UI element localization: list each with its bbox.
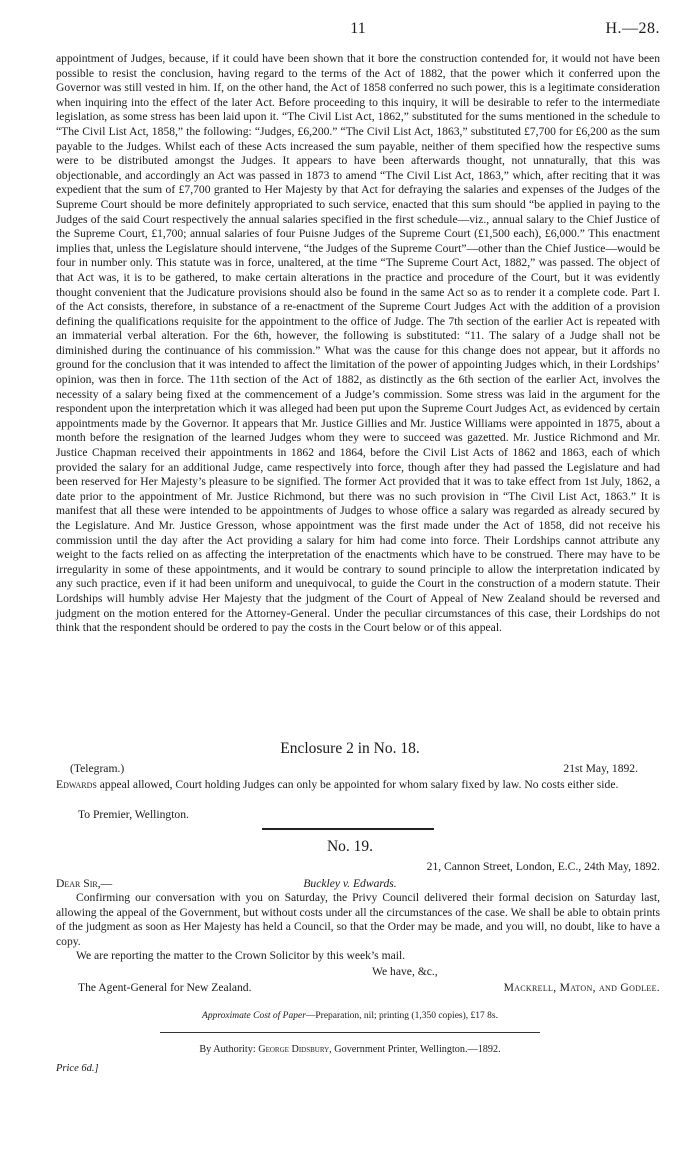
letter-closing: We have, &c., xyxy=(372,965,438,978)
telegram-recipient: To Premier, Wellington. xyxy=(78,808,189,821)
letter-number: No. 19. xyxy=(326,838,374,855)
printer-name: George Didsbury xyxy=(258,1044,330,1055)
judgment-paragraph: appointment of Judges, because, if it could have been shown that it bore the construction contended for, it would not have been possible to resist the conclusion, having regard to the terms of the Act of 1882, that the power which it conferred upon the Governor was still vested in him. If, on the other hand, the Act of 1858 conferred no such power, this is a legitimate consideration when inquiring into the effect of the later Act. Before proceeding to this inquiry, it will be desirable to refer to the intermediate legislation, as some stress has been laid upon it. “The Civil List Act, 1862,” substituted for the sums mentioned in the schedule to “The Civil List Act, 1858,” the following: “Judges, £6,200.” “The Civil List Act, 1863,” substituted £7,700 for £6,200 as the sum payable to the Judges. Whilst each of these Acts increased the sum payable, neither of them specified how the respective sums were to be distributed amongst the Judges. It appears to have been afterwards thought, not unnaturally, that this was objectionable, and accordingly an Act was passed in 1873 to amend “The Civil List Act, 1863,” which, after reciting that it was expedient that the sum of £7,700 granted to Her Majesty by that Act for defraying the salaries and expenses of the Judges of the Supreme Court should be more definitely appropriated to such service, enacted that this sum should “be applied in paying to the Judges of the said Court respectively the annual salaries specified in the first schedule—viz., annual salary to the Chief Justice of the Supreme Court, £1,700; annual salaries of four Puisne Judges of the Supreme Court (£1,500 each), £6,000.” This enactment implies that, unless the Legislature should intervene, “the Judges of the Supreme Court”—other than the Chief Justice—would be four in number only. This statute was in force, unaltered, at the time “The Supreme Court Act, 1882,” was passed. The object of that Act was, it is to be gathered, to make certain alterations in the practice and procedure of the Court, but it was evidently thought convenient that the Judicature provisions should also be found in the same Act so as to render it a complete code. Part I. of the Act consists, therefore, in substance of a re-enactment of the Supreme Court Judges Act with the addition of a provision defining the qualifications requisite for the appointment to the office of Judge. The 7th section of the earlier Act is repeated with an immaterial verbal alteration. For the 6th, however, the following is substituted: “11. The salary of a Judge shall not be diminished during the continuance of his commission.” What was the cause for this change does not appear, but it affords no ground for the conclusion that it was intended to affect the limitation of the power of appointing Judges which, in their Lordships’ opinion, was then in force. The 11th section of the Act of 1882, as distinctly as the 6th section of the earlier Act, involves the necessity of a salary being fixed at the commencement of a Judge’s commission. Some stress was laid in the argument for the respondent upon the interpretation which it was alleged had been put upon the Supreme Court Judges Act, as evidenced by certain appointments made by the Governor. It appears that Mr. Justice Gillies and Mr. Justice Williams were appointed in 1875, about a month before the resignation of the learned Judges whom they were to succeed was gazetted. Mr. Justice Richmond and Mr. Justice Chapman received their appointments in 1862 and 1864, before the Civil List Acts of 1862 and 1863, each of which provided the salary for an additional Judge, came respectively into force, though after they had passed the Legislature and had been reserved for Her Majesty’s pleasure to be signified. The former Act provided that it was to take effect from 1st July, 1862, a date prior to the appointment of Mr. Justice Richmond, but there was no such provision in “The Civil List Act, 1863.” It is manifest that all these were intended to be appointments of Judges to whose office a salary was regarded as already secured by the Legislature. And Mr. Justice Gresson, whose appointment was the first made under the Act of 1858, did not receive his commission until the day after the Act providing a salary for him had come into force. Their Lordships cannot attribute any weight to the facts relied on as affecting the interpretation of the enactments which have to be construed. There may have to be irregularity in some of these appointments, and it would be contrary to sound principle to allow the interpretation indicated by any such practice, even if it had been uniform and unequivocal, to guide the Court in the construction of a modern statute. Their Lordships will humbly advise Her Majesty that the judgment of the Court of Appeal of New Zealand should be reversed and judgment on the motion entered for the Attorney-General. Under the peculiar circumstances of this case, their Lordships do not think that the respondent should be ordered to pay the costs in the Court below or of this appeal. xyxy=(56,52,660,635)
enclosure-title: Enclosure 2 in No. 18. xyxy=(280,740,420,757)
page-number: 11 xyxy=(350,20,366,37)
telegram-date: 21st May, 1892. xyxy=(563,762,638,775)
telegram-label: (Telegram.) xyxy=(70,762,125,775)
authority-suffix: , Government Printer, Wellington.—1892. xyxy=(329,1044,501,1055)
telegram-sender: Edwards xyxy=(56,778,97,791)
telegram-body xyxy=(56,778,660,793)
cost-text: —Preparation, nil; printing (1,350 copies), £17 8s. xyxy=(305,1011,498,1021)
footer-divider xyxy=(160,1032,540,1033)
document-reference: H.—28. xyxy=(605,20,660,37)
letter-paragraph-2: We are reporting the matter to the Crown Solicitor by this week’s mail. xyxy=(76,949,406,963)
case-title: Buckley v. Edwards. xyxy=(303,877,397,890)
cost-label: Approximate Cost of Paper xyxy=(202,1011,306,1021)
price-label: Price 6d.] xyxy=(56,1063,99,1074)
letter-address-date: 21, Cannon Street, London, E.C., 24th May, 1892. xyxy=(426,860,660,873)
page-header xyxy=(56,20,660,42)
cost-note xyxy=(0,1011,700,1021)
telegram-message: appeal allowed, Court holding Judges can only be appointed for whom salary fixed by law. No costs either side. xyxy=(96,778,619,791)
salutation-text: Dear Sir,— xyxy=(56,877,113,890)
authority-prefix: By Authority: xyxy=(199,1044,259,1055)
letter-paragraph-1: Confirming our conversation with you on Saturday, the Privy Council delivered their formal decision on Saturday last, allowing the appeal of the Government, but without costs under all the circumstances of the case. We shall be able to obtain prints of the judgment as soon as Her Majesty has held a Council, so that the Order may be made, and you will, no doubt, like to have a copy. xyxy=(56,891,660,948)
section-divider xyxy=(262,828,434,830)
letter-signatories: Mackrell, Maton, and Godlee. xyxy=(503,981,660,994)
printer-authority xyxy=(0,1044,700,1055)
telegram-header xyxy=(70,762,662,777)
letter-body xyxy=(56,891,660,964)
letter-addressee: The Agent-General for New Zealand. xyxy=(78,981,252,994)
